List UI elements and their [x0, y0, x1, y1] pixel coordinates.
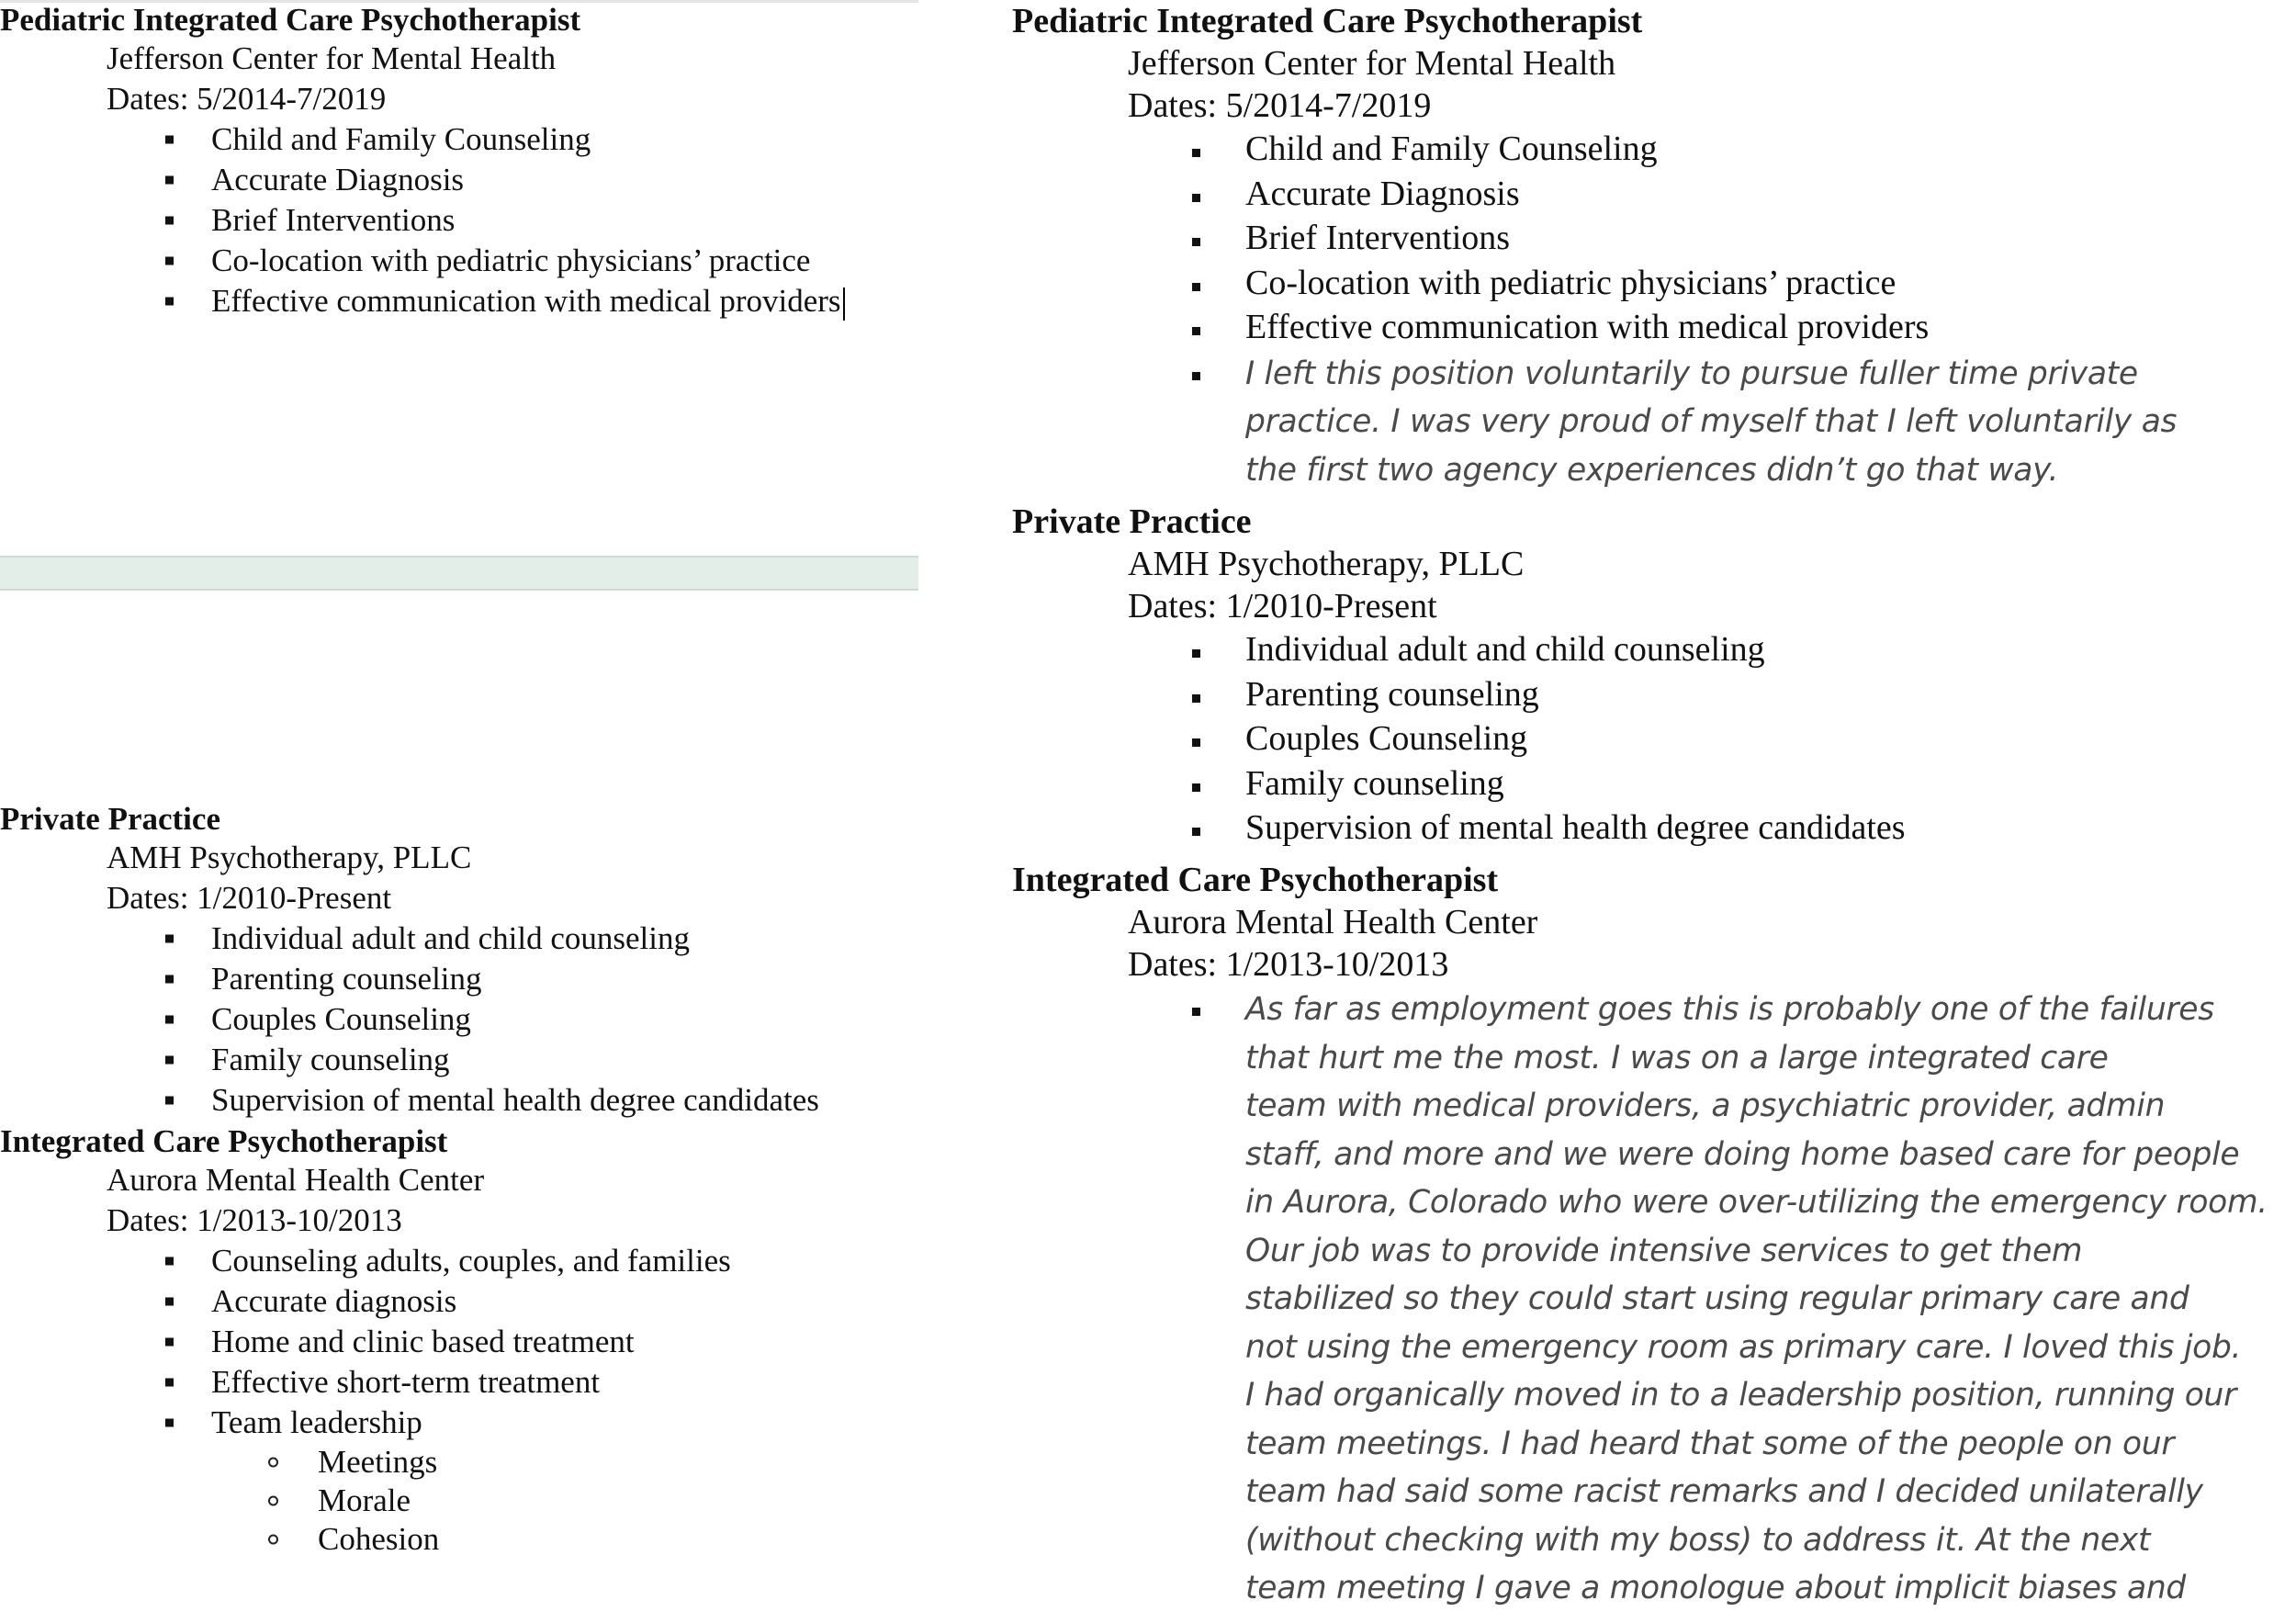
square-bullet-icon: [1192, 194, 1200, 202]
square-bullet-icon: [1192, 783, 1200, 792]
duty-list: [0, 919, 918, 1121]
square-bullet-icon: [1192, 738, 1200, 747]
note-line: practice. I was very proud of myself that I left voluntarily as: [1245, 403, 2178, 440]
circle-bullet-icon: [268, 1458, 278, 1468]
list-item: Accurate Diagnosis: [1012, 172, 2296, 217]
duty-list: [1012, 627, 2296, 851]
handwritten-note: [1012, 986, 2289, 1613]
list-item: Individual adult and child counseling: [0, 919, 918, 959]
original-document-pane[interactable]: [0, 0, 918, 1623]
job-entry-private-practice: [0, 801, 918, 1121]
duty-list: [1012, 127, 2296, 494]
sub-list-item: Meetings: [0, 1443, 918, 1482]
list-item: Supervision of mental health degree candidates: [1012, 806, 2296, 851]
list-item: Effective short-term treatment: [0, 1362, 918, 1403]
job-dates: Dates: 1/2013-10/2013: [107, 1202, 402, 1238]
job-dates: Dates: 1/2010-Present: [1128, 587, 1437, 626]
square-bullet-icon: [1192, 327, 1200, 335]
list-item: Individual adult and child counseling: [1012, 627, 2296, 672]
job-title: Integrated Care Psychotherapist: [1012, 861, 1499, 899]
job-title: Private Practice: [1012, 502, 1252, 541]
square-bullet-icon: [1192, 694, 1200, 703]
square-bullet-icon: [1192, 372, 1200, 380]
list-item: Brief Interventions: [1012, 216, 2296, 261]
job-organization: AMH Psychotherapy, PLLC: [107, 840, 472, 875]
note-line: that hurt me the most. I was on a large integrated care: [1245, 1039, 2109, 1076]
square-bullet-icon: [1192, 238, 1200, 246]
job-entry-pediatric: [0, 2, 918, 321]
list-item: Supervision of mental health degree candidates: [0, 1080, 918, 1121]
square-bullet-icon: [165, 217, 174, 225]
sub-list-item: Morale: [0, 1482, 918, 1520]
square-bullet-icon: [165, 975, 174, 984]
list-item: Child and Family Counseling: [1012, 127, 2296, 172]
circle-bullet-icon: [268, 1496, 278, 1506]
job-organization: Jefferson Center for Mental Health: [107, 40, 557, 76]
job-entry-integrated-care: [1012, 859, 2296, 1613]
list-item: Couples Counseling: [0, 999, 918, 1040]
circle-bullet-icon: [268, 1535, 278, 1545]
list-item: Co-location with pediatric physicians’ practice: [1012, 261, 2296, 306]
text-cursor: [843, 287, 845, 321]
job-entry-pediatric: [1012, 0, 2296, 494]
job-title: Pediatric Integrated Care Psychotherapist: [1012, 2, 1643, 40]
job-title: Private Practice: [0, 801, 220, 837]
job-organization: AMH Psychotherapy, PLLC: [1128, 545, 1525, 583]
square-bullet-icon: [165, 1016, 174, 1024]
square-bullet-icon: [165, 257, 174, 265]
job-dates: Dates: 1/2013-10/2013: [1128, 945, 1449, 984]
note-line: team meetings. I had heard that some of the people on our: [1245, 1425, 2175, 1462]
square-bullet-icon: [165, 935, 174, 943]
list-item: Parenting counseling: [0, 959, 918, 999]
square-bullet-icon: [165, 1298, 174, 1306]
list-item: Accurate Diagnosis: [0, 160, 918, 200]
square-bullet-icon: [165, 1379, 174, 1387]
note-line: staff, and more and we were doing home based care for people: [1245, 1135, 2240, 1173]
annotated-document-pane[interactable]: [1012, 0, 2296, 1623]
note-line: team had said some racist remarks and I decided unilaterally: [1245, 1473, 2203, 1510]
job-title: Pediatric Integrated Care Psychotherapist: [0, 2, 581, 38]
note-line: the first two agency experiences didn’t go that way.: [1245, 451, 2059, 489]
handwritten-note: [1012, 350, 2289, 495]
list-item[interactable]: Effective communication with medical providers: [0, 281, 918, 321]
list-item: Effective communication with medical providers: [1012, 305, 2296, 350]
sub-list-item: Cohesion: [0, 1520, 918, 1559]
square-bullet-icon: [165, 1056, 174, 1065]
duty-list: [1012, 986, 2296, 1613]
job-title: Integrated Care Psychotherapist: [0, 1123, 448, 1159]
duty-list: [0, 119, 918, 321]
note-line: I had organically moved in to a leadership position, running our: [1245, 1377, 2237, 1414]
job-entry-integrated-care: [0, 1123, 918, 1559]
note-line: I left this position voluntarily to pursue fuller time private: [1245, 355, 2138, 392]
job-entry-private-practice: [1012, 501, 2296, 851]
square-bullet-icon: [165, 1257, 174, 1266]
list-item: Family counseling: [0, 1040, 918, 1080]
list-item: Parenting counseling: [1012, 672, 2296, 717]
note-line: stabilized so they could start using regular primary care and: [1245, 1280, 2189, 1317]
square-bullet-icon: [1192, 149, 1200, 157]
square-bullet-icon: [165, 1097, 174, 1105]
square-bullet-icon: [165, 298, 174, 306]
note-line: in Aurora, Colorado who were over-utilizing the emergency room.: [1245, 1184, 2268, 1221]
page-break: [0, 556, 918, 591]
job-organization: Aurora Mental Health Center: [107, 1162, 485, 1198]
duty-list: [0, 1241, 918, 1559]
square-bullet-icon: [1192, 828, 1200, 836]
list-item: Brief Interventions: [0, 200, 918, 241]
list-item: Child and Family Counseling: [0, 119, 918, 160]
list-item: Family counseling: [1012, 761, 2296, 806]
list-item: Counseling adults, couples, and families: [0, 1241, 918, 1281]
square-bullet-icon: [1192, 1008, 1200, 1016]
job-dates: Dates: 5/2014-7/2019: [107, 81, 387, 117]
square-bullet-icon: [165, 1338, 174, 1347]
list-item: Co-location with pediatric physicians’ practice: [0, 241, 918, 281]
list-item: Accurate diagnosis: [0, 1281, 918, 1322]
square-bullet-icon: [1192, 283, 1200, 291]
note-line: team with medical providers, a psychiatric provider, admin: [1245, 1088, 2166, 1124]
square-bullet-icon: [165, 1419, 174, 1427]
square-bullet-icon: [1192, 649, 1200, 658]
job-organization: Jefferson Center for Mental Health: [1128, 44, 1616, 83]
note-line: not using the emergency room as primary care. I loved this job.: [1245, 1328, 2242, 1366]
square-bullet-icon: [165, 136, 174, 144]
note-line: As far as employment goes this is probably one of the failures: [1245, 991, 2214, 1028]
square-bullet-icon: [165, 176, 174, 185]
note-line: team meeting I gave a monologue about implicit biases and: [1245, 1570, 2186, 1606]
list-item: Couples Counseling: [1012, 716, 2296, 761]
job-organization: Aurora Mental Health Center: [1128, 903, 1538, 941]
list-item: Home and clinic based treatment: [0, 1322, 918, 1362]
note-line: (without checking with my boss) to address it. At the next: [1245, 1521, 2151, 1559]
job-dates: Dates: 5/2014-7/2019: [1128, 86, 1432, 125]
list-item: Team leadership: [0, 1403, 918, 1443]
job-dates: Dates: 1/2010-Present: [107, 880, 392, 916]
note-line: Our job was to provide intensive services to get them: [1245, 1232, 2083, 1269]
